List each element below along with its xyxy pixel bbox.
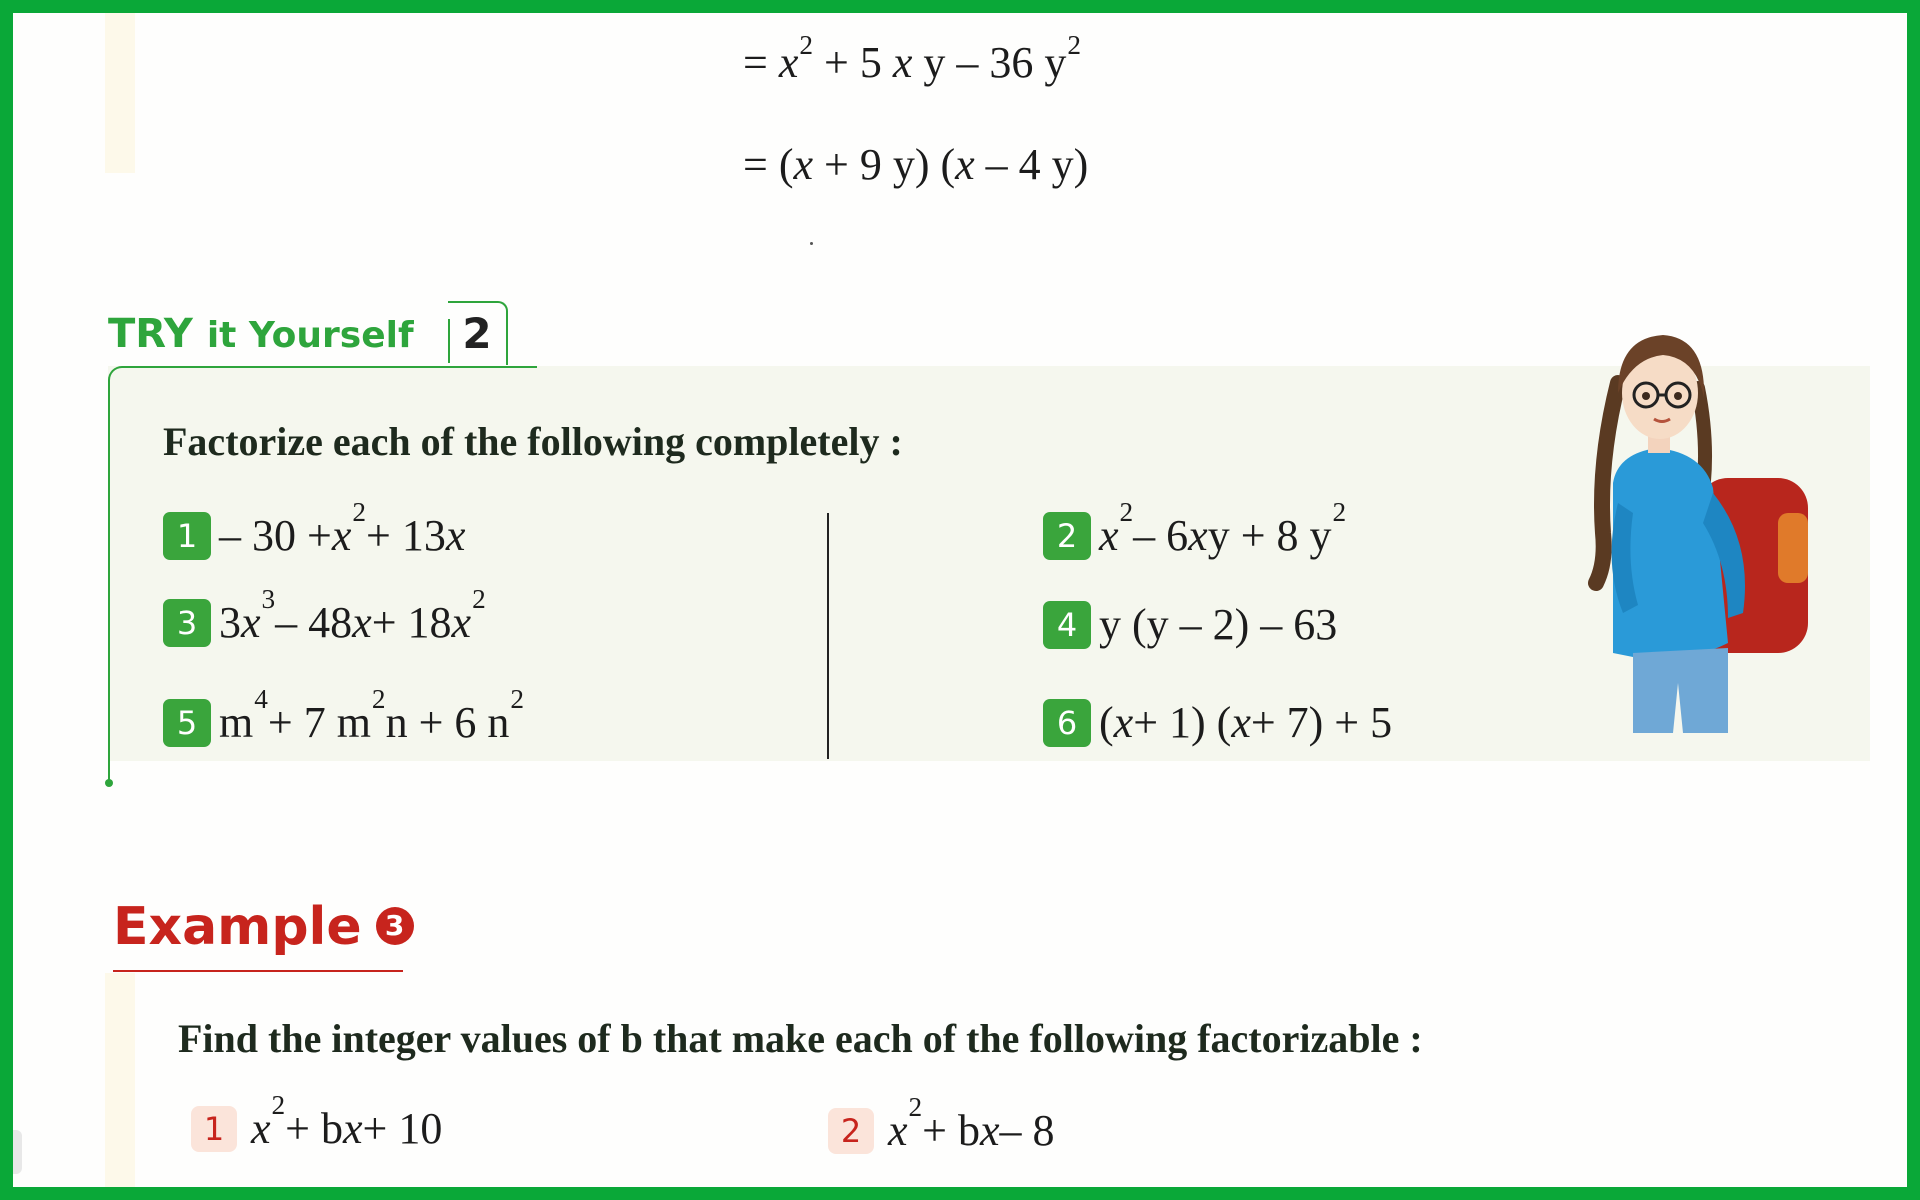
solution-line-1: = $x^2 + 5$ x y – 36 $y^2$ — [743, 29, 1081, 87]
try-problem-5: 5 m $^4$ + 7 m $^2$ n + 6 n $^2$ — [163, 697, 524, 748]
example-problem-2: 2 x $^2$ + b x – 8 — [828, 1105, 1055, 1156]
example-problem-1: 1 x $^2$ + b x + 10 — [191, 1103, 442, 1154]
stray-dot — [810, 242, 813, 245]
example-number: 3 — [376, 907, 414, 945]
try-it-heading: TRY it Yourself — [108, 311, 414, 357]
try-problem-4: 4 y (y – 2) – 63 — [1043, 599, 1337, 650]
problem-badge: 1 — [163, 512, 211, 560]
try-it-number: 2 — [448, 301, 508, 365]
example-instruction: Find the integer values of b that make each of the following factorizable : — [178, 1016, 1423, 1061]
problem-badge: 4 — [1043, 601, 1091, 649]
solution-line-2: = (x + 9 y) (x – 4 y) — [743, 140, 1089, 189]
example-heading: Example 3 — [113, 897, 414, 957]
try-problem-1: 1 – 30 + x $^2$ + 13 x — [163, 510, 465, 561]
try-problem-3: 3 3 x $^3$ – 48 x + 18 x $^2$ — [163, 597, 486, 648]
problem-badge: 1 — [191, 1106, 237, 1152]
margin-strip-top — [105, 13, 135, 173]
problem-badge: 6 — [1043, 699, 1091, 747]
problem-badge: 5 — [163, 699, 211, 747]
girl-with-backpack-illustration — [1578, 313, 1848, 793]
try-problem-2: 2 x $^2$ – 6 x y + 8 y $^2$ — [1043, 510, 1346, 561]
try-box-end-dot — [105, 779, 113, 787]
try-problem-6: 6 ( x + 1) ( x + 7) + 5 — [1043, 697, 1392, 748]
try-it-instruction: Factorize each of the following completely : — [163, 419, 903, 464]
problem-badge: 2 — [1043, 512, 1091, 560]
side-expand-tab[interactable] — [0, 1130, 22, 1174]
try-box-top-rule — [137, 366, 537, 368]
column-divider — [827, 513, 829, 759]
example-underline — [113, 970, 403, 972]
problem-badge: 3 — [163, 599, 211, 647]
margin-strip-bottom — [105, 973, 135, 1187]
try-box-left-rule — [108, 383, 110, 783]
problem-badge: 2 — [828, 1108, 874, 1154]
try-box-corner — [108, 366, 140, 398]
textbook-page — [13, 13, 1907, 1187]
